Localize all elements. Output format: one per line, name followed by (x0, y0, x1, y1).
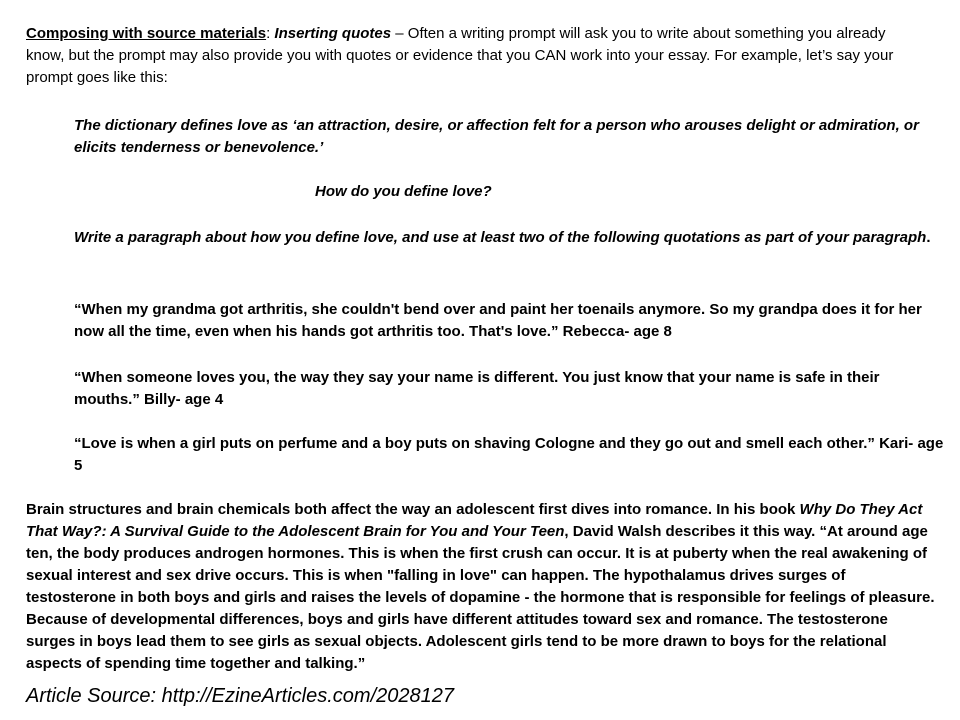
quote-item: “When my grandma got arthritis, she couldn't bend over and paint her toenails anymore. So my grandpa does it for her now all the time, even when his hands got arthritis too. That's love.” Rebecca- age 8 (74, 301, 922, 340)
quote-item: “When someone loves you, the way they say your name is different. You just know that your name is safe in their mouths.” Billy- age 4 (74, 369, 880, 408)
book-title: Why Do They Act That Way?: A Survival Guide to the Adolescent Brain for You and Your Teen (26, 501, 923, 540)
prompt-task (74, 227, 944, 249)
heading-separator: : (266, 25, 275, 42)
section-heading: Composing with source materials (26, 25, 267, 42)
brain-paragraph (26, 499, 938, 675)
brain-text-after: , David Walsh describes it this way. “At around age ten, the body produces androgen hormones. This is when the first crush can occur. It is at puberty when the real awakening of sexual interest and sex drive occurs. This is when "falling in love" can happen. The hypothalamus drives surges of testosterone in both boys and girls and raises the levels of dopamine - the hormone that is responsible for feelings of pleasure. Because of developmental differences, boys and girls have different attitudes toward sex and romance. The testosterone surges in boys lead them to see girls as sexual objects. Adolescent girls tend to be more drawn to boys for the relational aspects of spending time together and talking.” (26, 523, 935, 672)
prompt-definition: The dictionary defines love as ‘an attraction, desire, or affection felt for a person who arouses delight or admiration, or elicits tenderness or benevolence.’ (74, 117, 919, 156)
intro-text: – Often a writing prompt will ask you to write about something you already know, but the prompt may also provide you with quotes or evidence that you CAN work into your essay. For example, let’s say your prompt goes like this: (26, 25, 894, 86)
intro-paragraph (26, 23, 926, 89)
article-source: Article Source: http://EzineArticles.com/2028127 (26, 685, 454, 707)
quote-item: “Love is when a girl puts on perfume and a boy puts on shaving Cologne and they go out and smell each other.” Kari- age 5 (74, 435, 944, 474)
section-subheading: Inserting quotes (274, 25, 392, 42)
prompt-question: How do you define love? (315, 183, 492, 200)
prompt-task-text: Write a paragraph about how you define love, and use at least two of the following quotations as part of your paragraph (74, 229, 927, 246)
prompt-task-period: . (926, 229, 931, 246)
brain-text-before: Brain structures and brain chemicals both affect the way an adolescent first dives into romance. In his book (26, 501, 800, 518)
